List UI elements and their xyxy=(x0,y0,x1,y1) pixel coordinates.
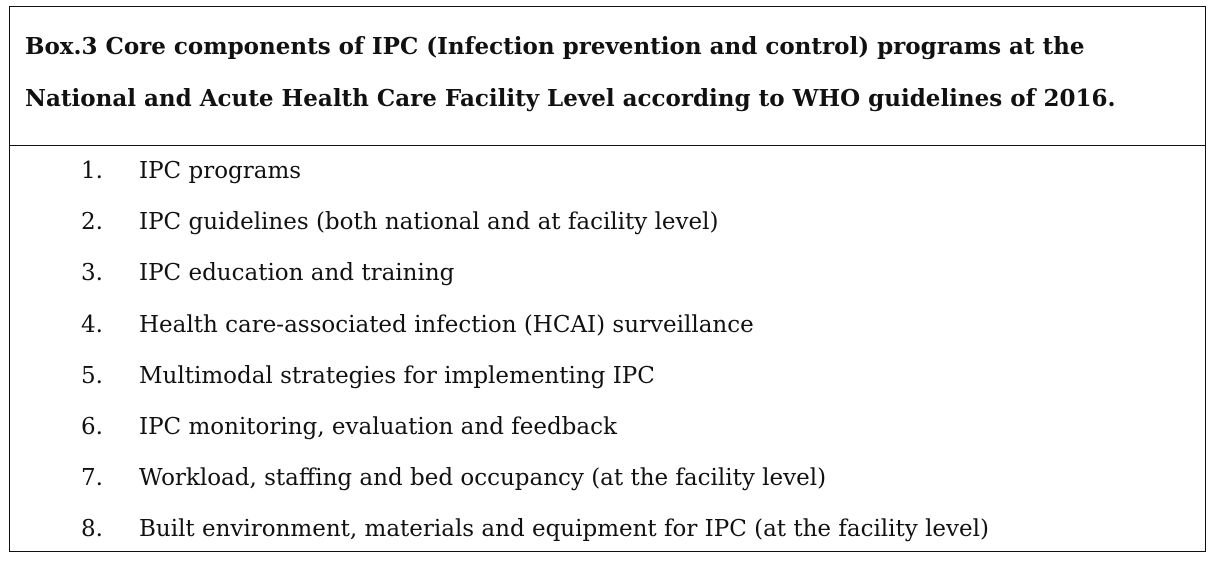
box-title: Box.3 Core components of IPC (Infection prevention and control) programs at the National and Acute Health Care Facility Level according to WHO guidelines of 2016. xyxy=(25,33,1116,112)
list-item-text: Built environment, materials and equipment for IPC (at the facility level) xyxy=(139,516,989,543)
list-item xyxy=(10,402,1205,453)
list-item xyxy=(10,504,1205,555)
components-list xyxy=(10,146,1205,556)
list-item-number: 8. xyxy=(81,516,103,543)
list-item-number: 1. xyxy=(81,158,103,184)
list-item xyxy=(10,453,1205,504)
box-header xyxy=(10,7,1205,146)
list-item-number: 5. xyxy=(81,362,103,389)
list-item-number: 2. xyxy=(81,209,103,236)
list-item xyxy=(10,197,1205,248)
list-item-text: Workload, staffing and bed occupancy (at the facility level) xyxy=(139,465,827,492)
list-item xyxy=(10,146,1205,197)
list-item-number: 3. xyxy=(81,260,103,287)
info-box xyxy=(9,6,1206,552)
list-item-text: IPC programs xyxy=(139,158,302,184)
list-item-number: 6. xyxy=(81,413,103,440)
list-item-text: Multimodal strategies for implementing IPC xyxy=(139,362,655,389)
list-item-text: IPC education and training xyxy=(139,260,455,287)
list-item xyxy=(10,351,1205,402)
list-item-text: IPC monitoring, evaluation and feedback xyxy=(139,413,617,440)
list-item-text: Health care-associated infection (HCAI) surveillance xyxy=(139,311,754,338)
list-item-number: 4. xyxy=(81,311,103,338)
list-item-text: IPC guidelines (both national and at facility level) xyxy=(139,209,719,236)
list-item xyxy=(10,300,1205,351)
list-item xyxy=(10,248,1205,299)
list-item-number: 7. xyxy=(81,465,103,492)
